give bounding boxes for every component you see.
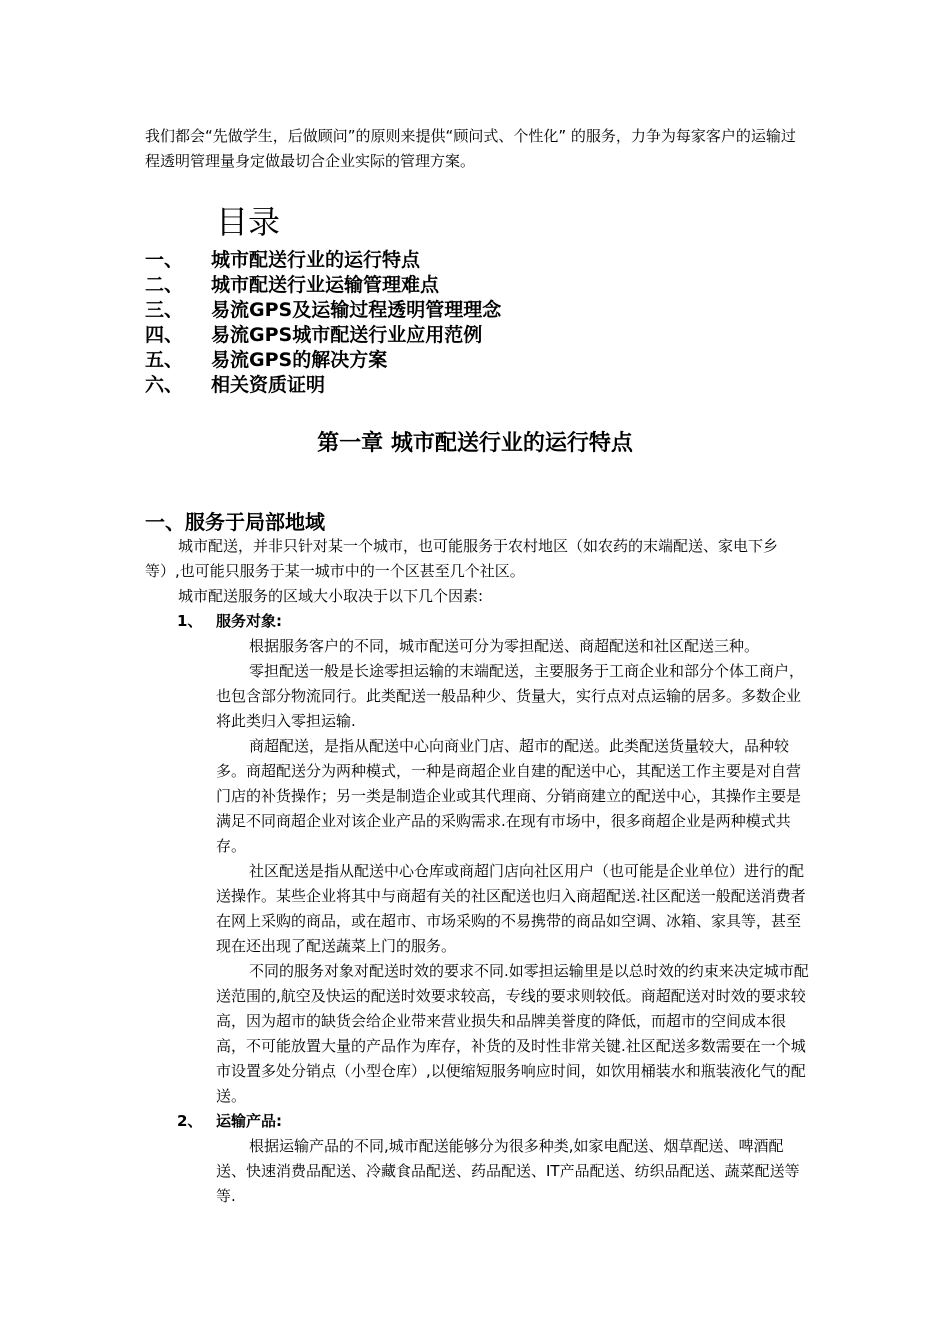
- section-heading: 一、服务于局部地域: [145, 510, 325, 534]
- list-item-number: 2、: [177, 1112, 203, 1130]
- toc-item-number: 二、: [145, 274, 184, 296]
- list-item-number: 1、: [177, 612, 203, 630]
- list-item-label: 运输产品:: [216, 1112, 282, 1130]
- toc-title: 目录: [216, 203, 281, 241]
- table-of-contents: [145, 248, 501, 398]
- list-item-heading: [177, 609, 282, 634]
- toc-item-label: 易流GPS及运输过程透明管理理念: [211, 299, 502, 321]
- toc-item-number: 三、: [145, 299, 184, 321]
- section-paragraph: 城市配送服务的区域大小取决于以下几个因素:: [178, 587, 484, 605]
- toc-item: [145, 348, 501, 373]
- toc-item: [145, 248, 501, 273]
- section-paragraph: 城市配送，并非只针对某一个城市，也可能服务于农村地区（如农药的末端配送、家电下乡等）,也可能只服务于某一城市中的一个区甚至几个社区。: [145, 537, 779, 580]
- chapter-title: 第一章 城市配送行业的运行特点: [317, 431, 633, 456]
- sub-paragraph: 社区配送是指从配送中心仓库或商超门店向社区用户（也可能是企业单位）进行的配送操作。某些企业将其中与商超有关的社区配送也归入商超配送.社区配送一般配送消费者在网上采购的商品，或在超市、市场采购的不易携带的商品如空调、冰箱、家具等，甚至现在还出现了配送蔬菜上门的服务。: [216, 862, 806, 955]
- toc-item-number: 五、: [145, 349, 184, 371]
- toc-item: [145, 323, 501, 348]
- toc-item-label: 城市配送行业运输管理难点: [211, 274, 440, 296]
- toc-item-label: 易流GPS的解决方案: [211, 349, 388, 371]
- toc-item: [145, 373, 501, 398]
- toc-item: [145, 273, 501, 298]
- list-item-heading: [177, 1109, 282, 1134]
- sub-paragraph: 根据服务客户的不同，城市配送可分为零担配送、商超配送和社区配送三种。: [249, 637, 760, 655]
- toc-item: [145, 298, 501, 323]
- toc-item-label: 城市配送行业的运行特点: [211, 249, 421, 271]
- sub-paragraph: 根据运输产品的不同,城市配送能够分为很多种类,如家电配送、烟草配送、啤酒配送、快速消费品配送、冷藏食品配送、药品配送、IT产品配送、纺织品配送、蔬菜配送等等.: [216, 1137, 800, 1205]
- toc-item-number: 四、: [145, 324, 184, 346]
- list-item-label: 服务对象:: [216, 612, 282, 630]
- toc-item-number: 一、: [145, 249, 184, 271]
- sub-paragraph: 不同的服务对象对配送时效的要求不同.如零担运输里是以总时效的约束来决定城市配送范围的,航空及快运的配送时效要求较高，专线的要求则较低。商超配送对时效的要求较高，因为超市的缺货会给企业带来营业损失和品牌美誉度的降低，而超市的空间成本很高，不可能放置大量的产品作为库存，补货的及时性非常关键.社区配送多数需要在一个城市设置多处分销点（小型仓库）,以便缩短服务响应时间，如饮用桶装水和瓶装液化气的配送。: [216, 962, 809, 1105]
- intro-paragraph: 我们都会“先做学生，后做顾问”的原则来提供“顾问式、个性化” 的服务，力争为每家客户的运输过程透明管理量身定做最切合企业实际的管理方案。: [145, 127, 796, 170]
- toc-item-label: 易流GPS城市配送行业应用范例: [211, 324, 483, 346]
- toc-item-number: 六、: [145, 374, 184, 396]
- sub-paragraph: 商超配送，是指从配送中心向商业门店、超市的配送。此类配送货量较大，品种较多。商超配送分为两种模式，一种是商超企业自建的配送中心，其配送工作主要是对自营门店的补货操作；另一类是制造企业或其代理商、分销商建立的配送中心，其操作主要是满足不同商超企业对该企业产品的采购需求.在现有市场中，很多商超企业是两种模式共存。: [216, 737, 802, 855]
- toc-item-label: 相关资质证明: [211, 374, 326, 396]
- sub-paragraph: 零担配送一般是长途零担运输的末端配送，主要服务于工商企业和部分个体工商户，也包含部分物流同行。此类配送一般品种少、货量大，实行点对点运输的居多。多数企业将此类归入零担运输.: [216, 662, 805, 730]
